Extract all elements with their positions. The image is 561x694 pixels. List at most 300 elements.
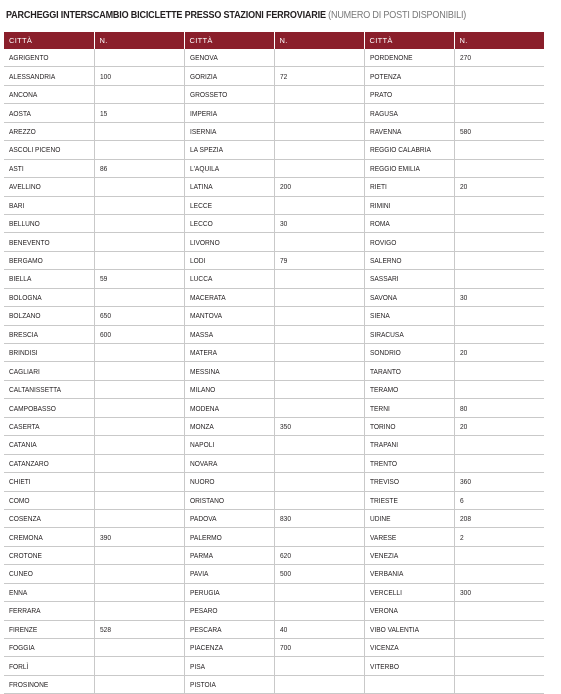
spaces-cell <box>274 362 364 380</box>
city-name: RAVENNA <box>369 126 401 136</box>
city-cell <box>184 196 274 214</box>
spaces-cell <box>274 67 364 85</box>
spaces-cell <box>454 417 544 435</box>
table-body <box>4 49 544 694</box>
city-name: LECCE <box>189 200 212 210</box>
city-name: TREVISO <box>369 477 399 487</box>
spaces-count: 15 <box>99 108 107 118</box>
spaces-cell <box>454 85 544 103</box>
spaces-cell <box>454 657 544 675</box>
city-name: BIELLA <box>9 274 32 284</box>
city-name: SIRACUSA <box>369 329 404 339</box>
spaces-cell <box>274 214 364 232</box>
city-name: VERCELLI <box>369 587 402 597</box>
city-name: ISERNIA <box>189 126 216 136</box>
spaces-cell <box>274 325 364 343</box>
spaces-cell <box>94 417 184 435</box>
table-row <box>4 362 544 380</box>
spaces-cell <box>274 602 364 620</box>
city-cell <box>4 528 94 546</box>
table-row <box>4 325 544 343</box>
table-row <box>4 344 544 362</box>
city-name: SAVONA <box>369 292 397 302</box>
table-row <box>4 399 544 417</box>
city-cell <box>364 602 454 620</box>
city-cell <box>184 583 274 601</box>
table-row <box>4 565 544 583</box>
table-row <box>4 251 544 269</box>
city-cell <box>4 233 94 251</box>
spaces-count: 300 <box>459 587 471 597</box>
spaces-cell <box>274 509 364 527</box>
spaces-count: 350 <box>279 421 291 431</box>
header-row <box>4 32 544 49</box>
spaces-count: 6 <box>459 495 464 505</box>
city-name: AREZZO <box>9 126 36 136</box>
city-name: PADOVA <box>189 514 217 524</box>
city-name: TERNI <box>369 403 390 413</box>
city-name: PISTOIA <box>189 680 216 690</box>
spaces-cell <box>454 509 544 527</box>
city-name: AVELLINO <box>9 182 41 192</box>
city-name: CASERTA <box>9 421 40 431</box>
city-name: BERGAMO <box>9 256 43 266</box>
city-cell <box>4 325 94 343</box>
city-cell <box>4 178 94 196</box>
spaces-cell <box>94 675 184 693</box>
city-name: LIVORNO <box>189 237 220 247</box>
spaces-cell <box>94 325 184 343</box>
city-cell <box>4 85 94 103</box>
city-cell <box>364 104 454 122</box>
city-cell <box>4 565 94 583</box>
spaces-cell <box>94 639 184 657</box>
city-cell <box>364 214 454 232</box>
table-row <box>4 67 544 85</box>
city-cell <box>184 178 274 196</box>
spaces-cell <box>454 251 544 269</box>
city-cell <box>4 473 94 491</box>
table-row <box>4 528 544 546</box>
spaces-cell <box>94 344 184 362</box>
city-name: MONZA <box>189 421 214 431</box>
city-name: L'AQUILA <box>189 163 219 173</box>
city-cell <box>4 657 94 675</box>
table-row <box>4 122 544 140</box>
city-name: FOGGIA <box>9 643 35 653</box>
spaces-cell <box>274 639 364 657</box>
spaces-count: 700 <box>279 643 291 653</box>
city-name: BOLZANO <box>9 311 41 321</box>
city-cell <box>4 546 94 564</box>
spaces-cell <box>94 67 184 85</box>
spaces-count: 2 <box>459 532 464 542</box>
city-name: SASSARI <box>369 274 399 284</box>
city-cell <box>4 122 94 140</box>
spaces-cell <box>274 307 364 325</box>
city-name: SIENA <box>369 311 390 321</box>
city-cell <box>364 270 454 288</box>
city-cell <box>184 288 274 306</box>
city-cell <box>4 196 94 214</box>
spaces-cell <box>94 288 184 306</box>
city-name: PISA <box>189 661 205 671</box>
spaces-cell <box>94 49 184 67</box>
city-name: MESSINA <box>189 366 220 376</box>
spaces-cell <box>94 122 184 140</box>
city-name: VERBANIA <box>369 569 403 579</box>
spaces-cell <box>94 251 184 269</box>
spaces-cell <box>94 454 184 472</box>
spaces-cell <box>454 565 544 583</box>
city-name: FERRARA <box>9 606 41 616</box>
city-cell <box>364 417 454 435</box>
city-name: BENEVENTO <box>9 237 50 247</box>
city-name: CAMPOBASSO <box>9 403 56 413</box>
city-name: CATANZARO <box>9 458 49 468</box>
spaces-cell <box>94 178 184 196</box>
city-name: ASCOLI PICENO <box>9 145 61 155</box>
city-name: PERUGIA <box>189 587 220 597</box>
city-cell <box>4 270 94 288</box>
city-name: UDINE <box>369 514 391 524</box>
city-name: RIETI <box>369 182 387 192</box>
city-cell <box>4 307 94 325</box>
spaces-cell <box>94 657 184 675</box>
spaces-count: 500 <box>279 569 291 579</box>
spaces-cell <box>274 122 364 140</box>
city-cell <box>4 675 94 693</box>
city-name: BRESCIA <box>9 329 38 339</box>
table-row <box>4 307 544 325</box>
city-name: VENEZIA <box>369 551 398 561</box>
spaces-count: 20 <box>459 348 467 358</box>
city-name: LECCO <box>189 219 213 229</box>
city-cell <box>184 344 274 362</box>
city-name: POTENZA <box>369 71 401 81</box>
city-name: LA SPEZIA <box>189 145 223 155</box>
city-cell <box>184 122 274 140</box>
table-row <box>4 583 544 601</box>
city-cell <box>4 620 94 638</box>
city-name: NOVARA <box>189 458 217 468</box>
city-cell <box>184 473 274 491</box>
city-name: MACERATA <box>189 292 226 302</box>
city-name: ASTI <box>9 163 24 173</box>
spaces-count: 830 <box>279 514 291 524</box>
city-name: VIBO VALENTIA <box>369 624 419 634</box>
city-cell <box>364 473 454 491</box>
spaces-cell <box>274 491 364 509</box>
city-name: CALTANISSETTA <box>9 385 62 395</box>
spaces-cell <box>94 583 184 601</box>
city-cell <box>364 657 454 675</box>
city-cell <box>4 491 94 509</box>
title-subtitle: (NUMERO DI POSTI DISPONIBILI) <box>328 9 467 21</box>
spaces-cell <box>274 233 364 251</box>
spaces-cell <box>94 491 184 509</box>
city-name: VERONA <box>369 606 398 616</box>
city-name: CAGLIARI <box>9 366 40 376</box>
spaces-cell <box>274 196 364 214</box>
spaces-cell <box>454 141 544 159</box>
spaces-cell <box>94 380 184 398</box>
city-name: SALERNO <box>369 256 402 266</box>
spaces-cell <box>454 325 544 343</box>
city-cell <box>364 307 454 325</box>
city-name: MATERA <box>189 348 217 358</box>
city-cell <box>184 85 274 103</box>
city-name: PESARO <box>189 606 218 616</box>
city-cell <box>364 251 454 269</box>
table-row <box>4 85 544 103</box>
spaces-cell <box>274 565 364 583</box>
spaces-count: 72 <box>279 71 287 81</box>
city-name: COSENZA <box>9 514 41 524</box>
page-title <box>6 9 466 21</box>
city-cell <box>184 362 274 380</box>
city-cell <box>364 196 454 214</box>
city-cell <box>364 639 454 657</box>
spaces-cell <box>94 509 184 527</box>
spaces-cell <box>94 196 184 214</box>
spaces-cell <box>274 675 364 693</box>
spaces-cell <box>454 528 544 546</box>
city-name: MASSA <box>189 329 213 339</box>
city-cell <box>4 583 94 601</box>
spaces-cell <box>94 546 184 564</box>
city-name: VICENZA <box>369 643 399 653</box>
city-name: BARI <box>9 200 25 210</box>
city-name: ROMA <box>369 219 390 229</box>
city-cell <box>4 104 94 122</box>
table-row <box>4 675 544 693</box>
city-cell <box>364 509 454 527</box>
spaces-cell <box>274 251 364 269</box>
spaces-cell <box>454 491 544 509</box>
spaces-cell <box>454 399 544 417</box>
city-name: VARESE <box>369 532 396 542</box>
spaces-cell <box>454 196 544 214</box>
city-name: FROSINONE <box>9 680 49 690</box>
spaces-cell <box>94 307 184 325</box>
city-name: BELLUNO <box>9 219 40 229</box>
city-name: NUORO <box>189 477 215 487</box>
title-main: PARCHEGGI INTERSCAMBIO BICICLETTE PRESSO STAZIONI FERROVIARIE <box>6 9 326 21</box>
city-name: ANCONA <box>9 90 38 100</box>
city-cell <box>184 67 274 85</box>
spaces-cell <box>274 288 364 306</box>
city-cell <box>4 602 94 620</box>
city-cell <box>184 325 274 343</box>
spaces-cell <box>94 473 184 491</box>
spaces-cell <box>454 473 544 491</box>
spaces-cell <box>274 583 364 601</box>
city-name: CUNEO <box>9 569 33 579</box>
city-cell <box>4 67 94 85</box>
city-name: AGRIGENTO <box>9 53 49 63</box>
city-cell <box>184 49 274 67</box>
city-name: AOSTA <box>9 108 31 118</box>
spaces-cell <box>454 620 544 638</box>
table-row <box>4 196 544 214</box>
city-cell <box>364 233 454 251</box>
city-cell <box>4 380 94 398</box>
city-name: PIACENZA <box>189 643 223 653</box>
city-name: VITERBO <box>369 661 399 671</box>
table-row <box>4 141 544 159</box>
spaces-count: 360 <box>459 477 471 487</box>
spaces-count: 79 <box>279 256 287 266</box>
city-cell <box>364 344 454 362</box>
spaces-cell <box>274 528 364 546</box>
city-cell <box>184 104 274 122</box>
spaces-cell <box>274 417 364 435</box>
city-name: REGGIO CALABRIA <box>369 145 431 155</box>
table-row <box>4 657 544 675</box>
spaces-cell <box>454 49 544 67</box>
spaces-cell <box>454 436 544 454</box>
city-cell <box>364 288 454 306</box>
spaces-cell <box>454 362 544 380</box>
spaces-cell <box>274 657 364 675</box>
city-name: LATINA <box>189 182 213 192</box>
spaces-cell <box>274 546 364 564</box>
column-header-city: CITTÀ <box>184 32 274 49</box>
city-name: BOLOGNA <box>9 292 42 302</box>
spaces-cell <box>94 528 184 546</box>
column-header-city: CITTÀ <box>364 32 454 49</box>
city-name: NAPOLI <box>189 440 214 450</box>
table-row <box>4 491 544 509</box>
spaces-count: 528 <box>99 624 111 634</box>
table-header <box>4 32 544 49</box>
spaces-cell <box>454 67 544 85</box>
city-name: ORISTANO <box>189 495 224 505</box>
table-row <box>4 178 544 196</box>
spaces-count: 20 <box>459 421 467 431</box>
city-cell <box>4 49 94 67</box>
city-name: PESCARA <box>189 624 222 634</box>
spaces-cell <box>94 159 184 177</box>
city-cell <box>4 288 94 306</box>
spaces-cell <box>94 399 184 417</box>
city-cell <box>364 67 454 85</box>
city-cell <box>184 380 274 398</box>
table-row <box>4 417 544 435</box>
table-row <box>4 602 544 620</box>
city-name: FIRENZE <box>9 624 38 634</box>
spaces-count: 59 <box>99 274 107 284</box>
spaces-cell <box>454 178 544 196</box>
spaces-cell <box>94 233 184 251</box>
city-name: PRATO <box>369 90 392 100</box>
column-header-city: CITTÀ <box>4 32 94 49</box>
spaces-cell <box>454 639 544 657</box>
spaces-cell <box>454 675 544 693</box>
city-cell <box>364 491 454 509</box>
spaces-cell <box>454 583 544 601</box>
city-cell <box>184 602 274 620</box>
city-cell <box>184 159 274 177</box>
parking-table <box>4 32 544 694</box>
table-row <box>4 233 544 251</box>
spaces-count: 620 <box>279 551 291 561</box>
spaces-cell <box>454 233 544 251</box>
city-cell <box>364 159 454 177</box>
city-cell <box>364 546 454 564</box>
city-name: RIMINI <box>369 200 391 210</box>
city-cell <box>184 233 274 251</box>
spaces-cell <box>94 362 184 380</box>
city-cell <box>364 436 454 454</box>
spaces-cell <box>94 620 184 638</box>
spaces-cell <box>454 159 544 177</box>
city-cell <box>184 491 274 509</box>
city-cell <box>184 657 274 675</box>
city-name: LUCCA <box>189 274 212 284</box>
city-cell <box>364 399 454 417</box>
city-cell <box>4 436 94 454</box>
city-cell <box>4 141 94 159</box>
spaces-count: 600 <box>99 329 111 339</box>
spaces-count: 30 <box>459 292 467 302</box>
city-cell <box>364 178 454 196</box>
city-name: PORDENONE <box>369 53 413 63</box>
city-name: CATANIA <box>9 440 37 450</box>
table-row <box>4 639 544 657</box>
spaces-cell <box>94 214 184 232</box>
spaces-cell <box>454 454 544 472</box>
table-row <box>4 546 544 564</box>
city-name: LODI <box>189 256 205 266</box>
table-row <box>4 436 544 454</box>
city-cell <box>364 85 454 103</box>
spaces-count: 100 <box>99 71 111 81</box>
city-cell <box>184 509 274 527</box>
spaces-cell <box>274 436 364 454</box>
spaces-cell <box>274 399 364 417</box>
spaces-cell <box>94 602 184 620</box>
spaces-count: 30 <box>279 219 287 229</box>
city-name: TRIESTE <box>369 495 398 505</box>
spaces-cell <box>454 288 544 306</box>
city-name: SONDRIO <box>369 348 401 358</box>
table-row <box>4 380 544 398</box>
table-row <box>4 473 544 491</box>
city-cell <box>4 251 94 269</box>
spaces-cell <box>274 178 364 196</box>
city-cell <box>184 565 274 583</box>
spaces-cell <box>94 270 184 288</box>
city-cell <box>184 399 274 417</box>
table-row <box>4 288 544 306</box>
city-cell <box>184 675 274 693</box>
spaces-cell <box>454 546 544 564</box>
city-name: TERAMO <box>369 385 398 395</box>
spaces-count: 80 <box>459 403 467 413</box>
table-row <box>4 509 544 527</box>
spaces-cell <box>274 104 364 122</box>
column-header-number: N. <box>454 32 544 49</box>
table-row <box>4 270 544 288</box>
city-name: MANTOVA <box>189 311 222 321</box>
city-cell <box>364 528 454 546</box>
spaces-cell <box>94 436 184 454</box>
city-name: IMPERIA <box>189 108 217 118</box>
spaces-count: 20 <box>459 182 467 192</box>
column-header-number: N. <box>274 32 364 49</box>
